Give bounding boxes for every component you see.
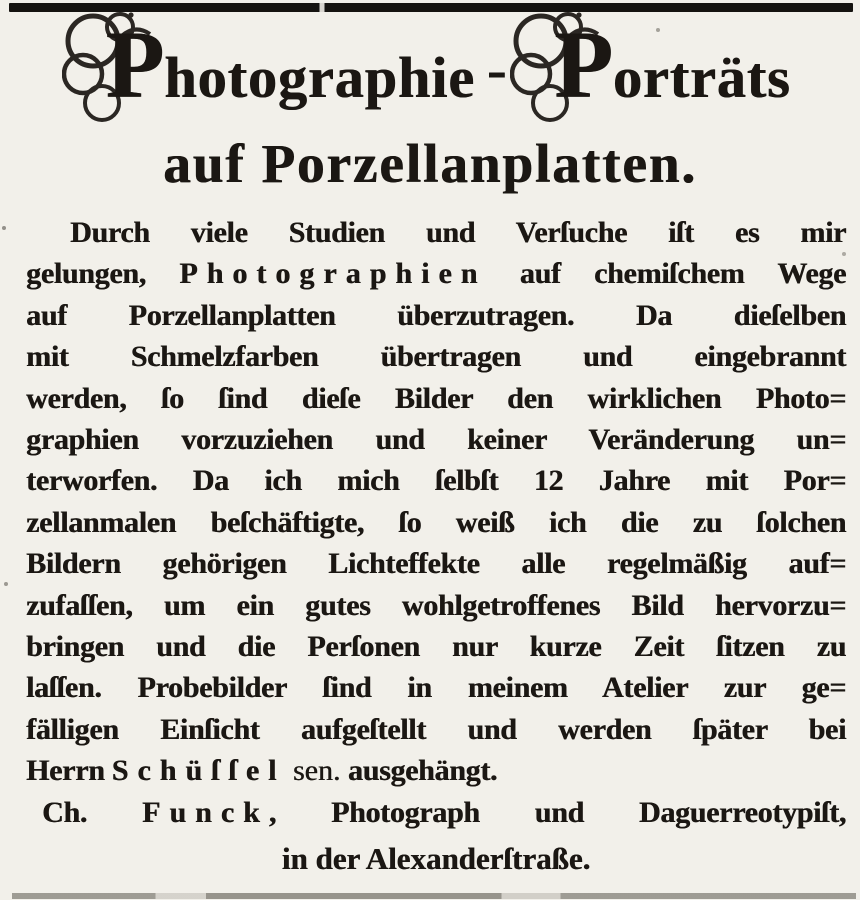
body-line: zellanmalen beſchäftigte, ſo weiß ich die zu ſolchen xyxy=(26,505,846,539)
body-line: werden, ſo ſind dieſe Bilder den wirklichen Photo= xyxy=(26,381,846,415)
body-line: laſſen. Probebilder ſind in meinem Atelier zur ge= xyxy=(26,671,846,705)
signature-text-part: Ch. xyxy=(42,795,142,829)
body-line: fälligen Einſicht aufgeſtellt und werden ſpäter bei xyxy=(26,712,846,746)
body-line xyxy=(26,460,846,501)
letterspaced-surname: Funck xyxy=(142,795,269,829)
body-line xyxy=(26,750,846,791)
title-initial-letter: P xyxy=(554,11,613,118)
body-text-part: Herrn xyxy=(26,754,112,788)
body-line: graphien vorzuziehen und keiner Veränderung un= xyxy=(26,423,846,457)
signature-line xyxy=(26,792,846,833)
body-line xyxy=(26,253,846,294)
body-line: auf Porzellanplatten überzutragen. Da dieſelben xyxy=(26,298,846,332)
bottom-faded-rule xyxy=(12,893,856,899)
years-number: 12 xyxy=(533,464,564,498)
body-line: zufaſſen, um ein gutes wohlgetroffenes Bild hervorzu= xyxy=(26,588,846,622)
body-text-part: auf chemiſchem Wege xyxy=(486,257,847,291)
senior-abbreviation: sen. xyxy=(285,754,348,788)
ad-title-line1 xyxy=(0,10,860,130)
scan-speck xyxy=(2,226,6,230)
title-word-part: hotographie xyxy=(164,45,475,110)
body-text-part: Jahre mit Por= xyxy=(563,464,847,498)
title-hyphen: - xyxy=(486,37,507,102)
body-line: Bildern gehörigen Lichteffekte alle regelmäßig auf= xyxy=(26,547,846,581)
body-line: mit Schmelzfarben übertragen und eingebrannt xyxy=(26,340,846,374)
title-word-part: orträts xyxy=(612,45,791,110)
ad-title-line2: auf Porzellanplatten. xyxy=(163,133,697,194)
title-initial-letter: P xyxy=(105,11,165,118)
address-line: in der Alexanderſtraße. xyxy=(281,841,591,877)
ornate-initial-first xyxy=(70,10,165,120)
ad-body-text xyxy=(26,212,846,882)
letterspaced-word: Photographien xyxy=(179,257,487,291)
letterspaced-name: Schüſſel xyxy=(111,754,286,788)
body-text-part: ausgehängt. xyxy=(347,754,498,788)
body-text-part: terworfen. Da ich mich ſelbſt xyxy=(26,464,534,498)
body-text-part: gelungen, xyxy=(26,257,180,291)
body-line: bringen und die Perſonen nur kurze Zeit ſitzen zu xyxy=(26,630,846,664)
body-line: Durch viele Studien und Verſuche iſt es mir xyxy=(70,216,846,249)
ornate-initial-second xyxy=(518,10,613,120)
signature-text-part: , Photograph und Daguerreotypiſt, xyxy=(268,795,846,829)
